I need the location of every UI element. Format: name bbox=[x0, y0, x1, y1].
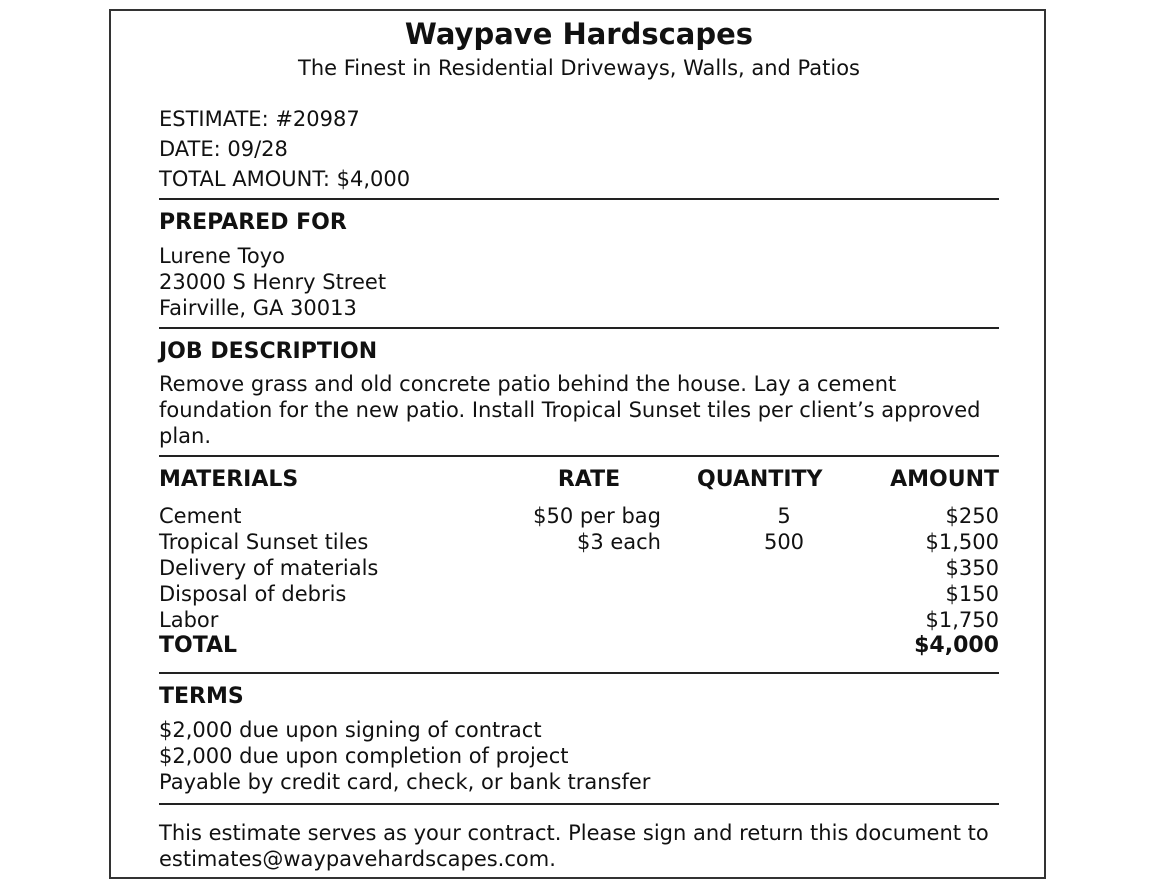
total-value: $4,000 bbox=[914, 633, 999, 658]
materials-header-amount: AMOUNT bbox=[890, 467, 999, 492]
row-amount: $1,750 bbox=[925, 608, 999, 632]
terms-line: Payable by credit card, check, or bank transfer bbox=[159, 770, 651, 794]
divider bbox=[159, 327, 999, 329]
divider bbox=[159, 672, 999, 674]
row-amount: $150 bbox=[945, 582, 999, 606]
prepared-for-heading: PREPARED FOR bbox=[159, 210, 347, 235]
materials-header-quantity: QUANTITY bbox=[697, 467, 823, 492]
company-tagline: The Finest in Residential Driveways, Walls, and Patios bbox=[298, 56, 860, 80]
materials-header-item: MATERIALS bbox=[159, 467, 299, 492]
row-item: Tropical Sunset tiles bbox=[159, 530, 369, 554]
row-item: Cement bbox=[159, 504, 242, 528]
footer-note: This estimate serves as your contract. Please sign and return this document to estimates@waypavehardscapes.com. bbox=[159, 821, 989, 871]
divider bbox=[159, 198, 999, 200]
company-name: Waypave Hardscapes bbox=[404, 17, 754, 51]
client-name: Lurene Toyo bbox=[159, 244, 286, 268]
row-item: Labor bbox=[159, 608, 219, 632]
row-rate: $50 per bag bbox=[533, 504, 661, 528]
job-description-text: Remove grass and old concrete patio behind the house. Lay a cement foundation for the new patio. Install Tropical Sunset tiles per client’s approved plan. bbox=[159, 372, 981, 448]
total-label: TOTAL bbox=[159, 633, 238, 658]
terms-heading: TERMS bbox=[159, 684, 244, 709]
divider bbox=[159, 803, 999, 805]
estimate-number: ESTIMATE: #20987 bbox=[159, 107, 360, 131]
row-item: Delivery of materials bbox=[159, 556, 379, 580]
client-city: Fairville, GA 30013 bbox=[159, 296, 357, 320]
row-rate: $3 each bbox=[576, 530, 661, 554]
job-description-heading: JOB DESCRIPTION bbox=[159, 339, 378, 364]
row-item: Disposal of debris bbox=[159, 582, 347, 606]
row-amount: $1,500 bbox=[925, 530, 999, 554]
terms-line: $2,000 due upon completion of project bbox=[159, 744, 569, 768]
materials-header-rate: RATE bbox=[557, 467, 621, 492]
row-amount: $350 bbox=[945, 556, 999, 580]
client-street: 23000 S Henry Street bbox=[159, 270, 387, 294]
estimate-total-amount: TOTAL AMOUNT: $4,000 bbox=[159, 167, 411, 191]
estimate-document bbox=[109, 9, 1046, 879]
row-quantity: 5 bbox=[777, 504, 791, 528]
row-amount: $250 bbox=[945, 504, 999, 528]
row-quantity: 500 bbox=[763, 530, 805, 554]
estimate-date: DATE: 09/28 bbox=[159, 137, 288, 161]
terms-line: $2,000 due upon signing of contract bbox=[159, 718, 542, 742]
divider bbox=[159, 455, 999, 457]
